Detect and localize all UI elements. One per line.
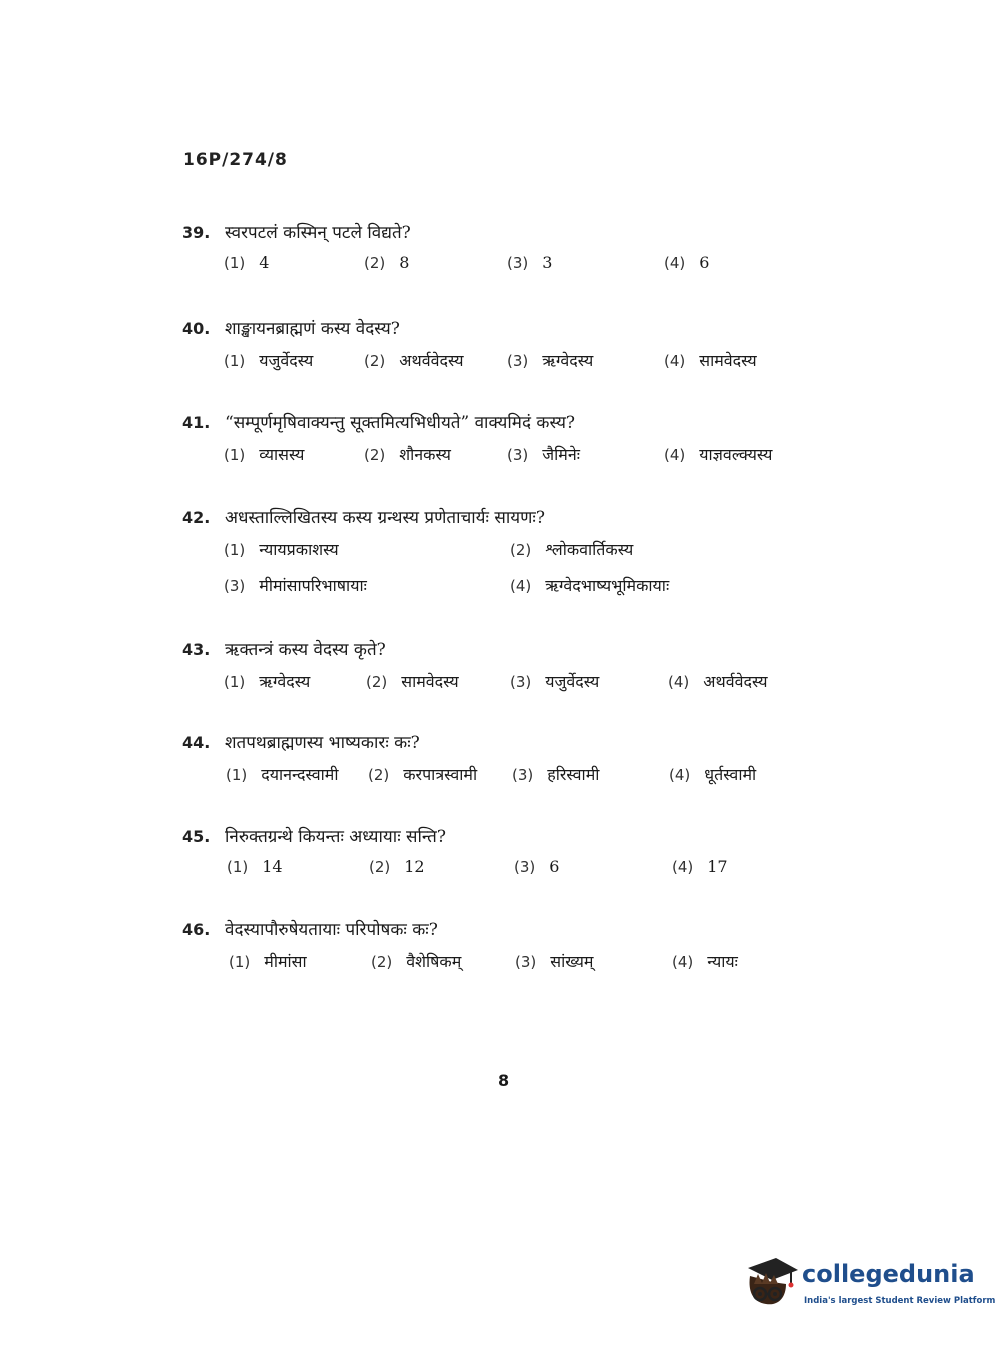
option-2: (2) करपात्रस्वामी <box>368 765 478 784</box>
option-4: (4) सामवेदस्य <box>664 351 757 370</box>
option-3: (3) हरिस्वामी <box>512 765 600 784</box>
question-text: स्वरपटलं कस्मिन् पटले विद्यते? <box>225 223 411 243</box>
paper-code: 16P/274/8 <box>183 150 288 170</box>
question-number: 39. <box>182 223 211 242</box>
page-number: 8 <box>498 1071 510 1090</box>
question-44 <box>182 730 822 793</box>
option-4: (4) ऋग्वेदभाष्यभूमिकायाः <box>510 576 670 595</box>
option-4: (4) न्यायः <box>672 952 738 971</box>
option-2: (2) श्लोकवार्तिकस्य <box>510 540 634 559</box>
option-2: (2) सामवेदस्य <box>366 672 459 691</box>
option-1: (1) दयानन्दस्वामी <box>226 765 339 784</box>
option-4: (4) अथर्ववेदस्य <box>668 672 768 691</box>
question-46 <box>182 917 822 980</box>
question-number: 41. <box>182 413 211 432</box>
option-2: (2) 12 <box>369 857 425 876</box>
question-40 <box>182 316 822 379</box>
question-text: शतपथब्राह्मणस्य भाष्यकारः कः? <box>225 733 420 753</box>
option-4: (4) 17 <box>672 857 728 876</box>
option-1: (1) ऋग्वेदस्य <box>224 672 311 691</box>
option-3: (3) सांख्यम् <box>515 952 594 971</box>
brand-name: collegedunia <box>802 1260 975 1288</box>
option-2: (2) अथर्ववेदस्य <box>364 351 464 370</box>
option-3: (3) मीमांसापरिभाषायाः <box>224 576 367 595</box>
question-number: 45. <box>182 827 211 846</box>
option-2: (2) वैशेषिकम् <box>371 952 462 971</box>
option-4: (4) याज्ञवल्क्यस्य <box>664 445 773 464</box>
question-number: 40. <box>182 319 211 338</box>
option-4: (4) 6 <box>664 253 710 272</box>
question-42 <box>182 505 822 604</box>
collegedunia-logo <box>742 1252 996 1314</box>
option-3: (3) ऋग्वेदस्य <box>507 351 594 370</box>
option-1: (1) न्यायप्रकाशस्य <box>224 540 339 559</box>
option-2: (2) शौनकस्य <box>364 445 451 464</box>
question-text: शाङ्खायनब्राह्मणं कस्य वेदस्य? <box>225 319 400 339</box>
question-text: निरुक्तग्रन्थे कियन्तः अध्यायाः सन्ति? <box>225 827 446 847</box>
question-41 <box>182 410 822 473</box>
option-3: (3) 6 <box>514 857 560 876</box>
question-text: ऋक्तन्त्रं कस्य वेदस्य कृते? <box>225 640 386 660</box>
student-mascot-icon <box>742 1254 800 1310</box>
question-number: 44. <box>182 733 211 752</box>
question-number: 42. <box>182 508 211 527</box>
question-number: 43. <box>182 640 211 659</box>
option-3: (3) 3 <box>507 253 553 272</box>
question-39 <box>182 220 822 283</box>
option-3: (3) जैमिनेः <box>507 445 580 464</box>
option-4: (4) धूर्तस्वामी <box>669 765 757 784</box>
option-3: (3) यजुर्वेदस्य <box>510 672 600 691</box>
question-number: 46. <box>182 920 211 939</box>
option-1: (1) मीमांसा <box>229 952 307 971</box>
option-1: (1) 4 <box>224 253 270 272</box>
question-43 <box>182 637 822 700</box>
option-1: (1) 14 <box>227 857 283 876</box>
option-2: (2) 8 <box>364 253 410 272</box>
option-1: (1) व्यासस्य <box>224 445 305 464</box>
option-1: (1) यजुर्वेदस्य <box>224 351 314 370</box>
question-45 <box>182 824 822 887</box>
question-text: वेदस्यापौरुषेयतायाः परिपोषकः कः? <box>225 920 438 940</box>
question-text: “सम्पूर्णमृषिवाक्यन्तु सूक्तमित्यभिधीयते” वाक्यमिदं कस्य? <box>225 413 576 433</box>
brand-tagline: India's largest Student Review Platform <box>804 1296 996 1306</box>
question-text: अधस्ताल्लिखितस्य कस्य ग्रन्थस्य प्रणेताचार्यः सायणः? <box>225 508 545 528</box>
